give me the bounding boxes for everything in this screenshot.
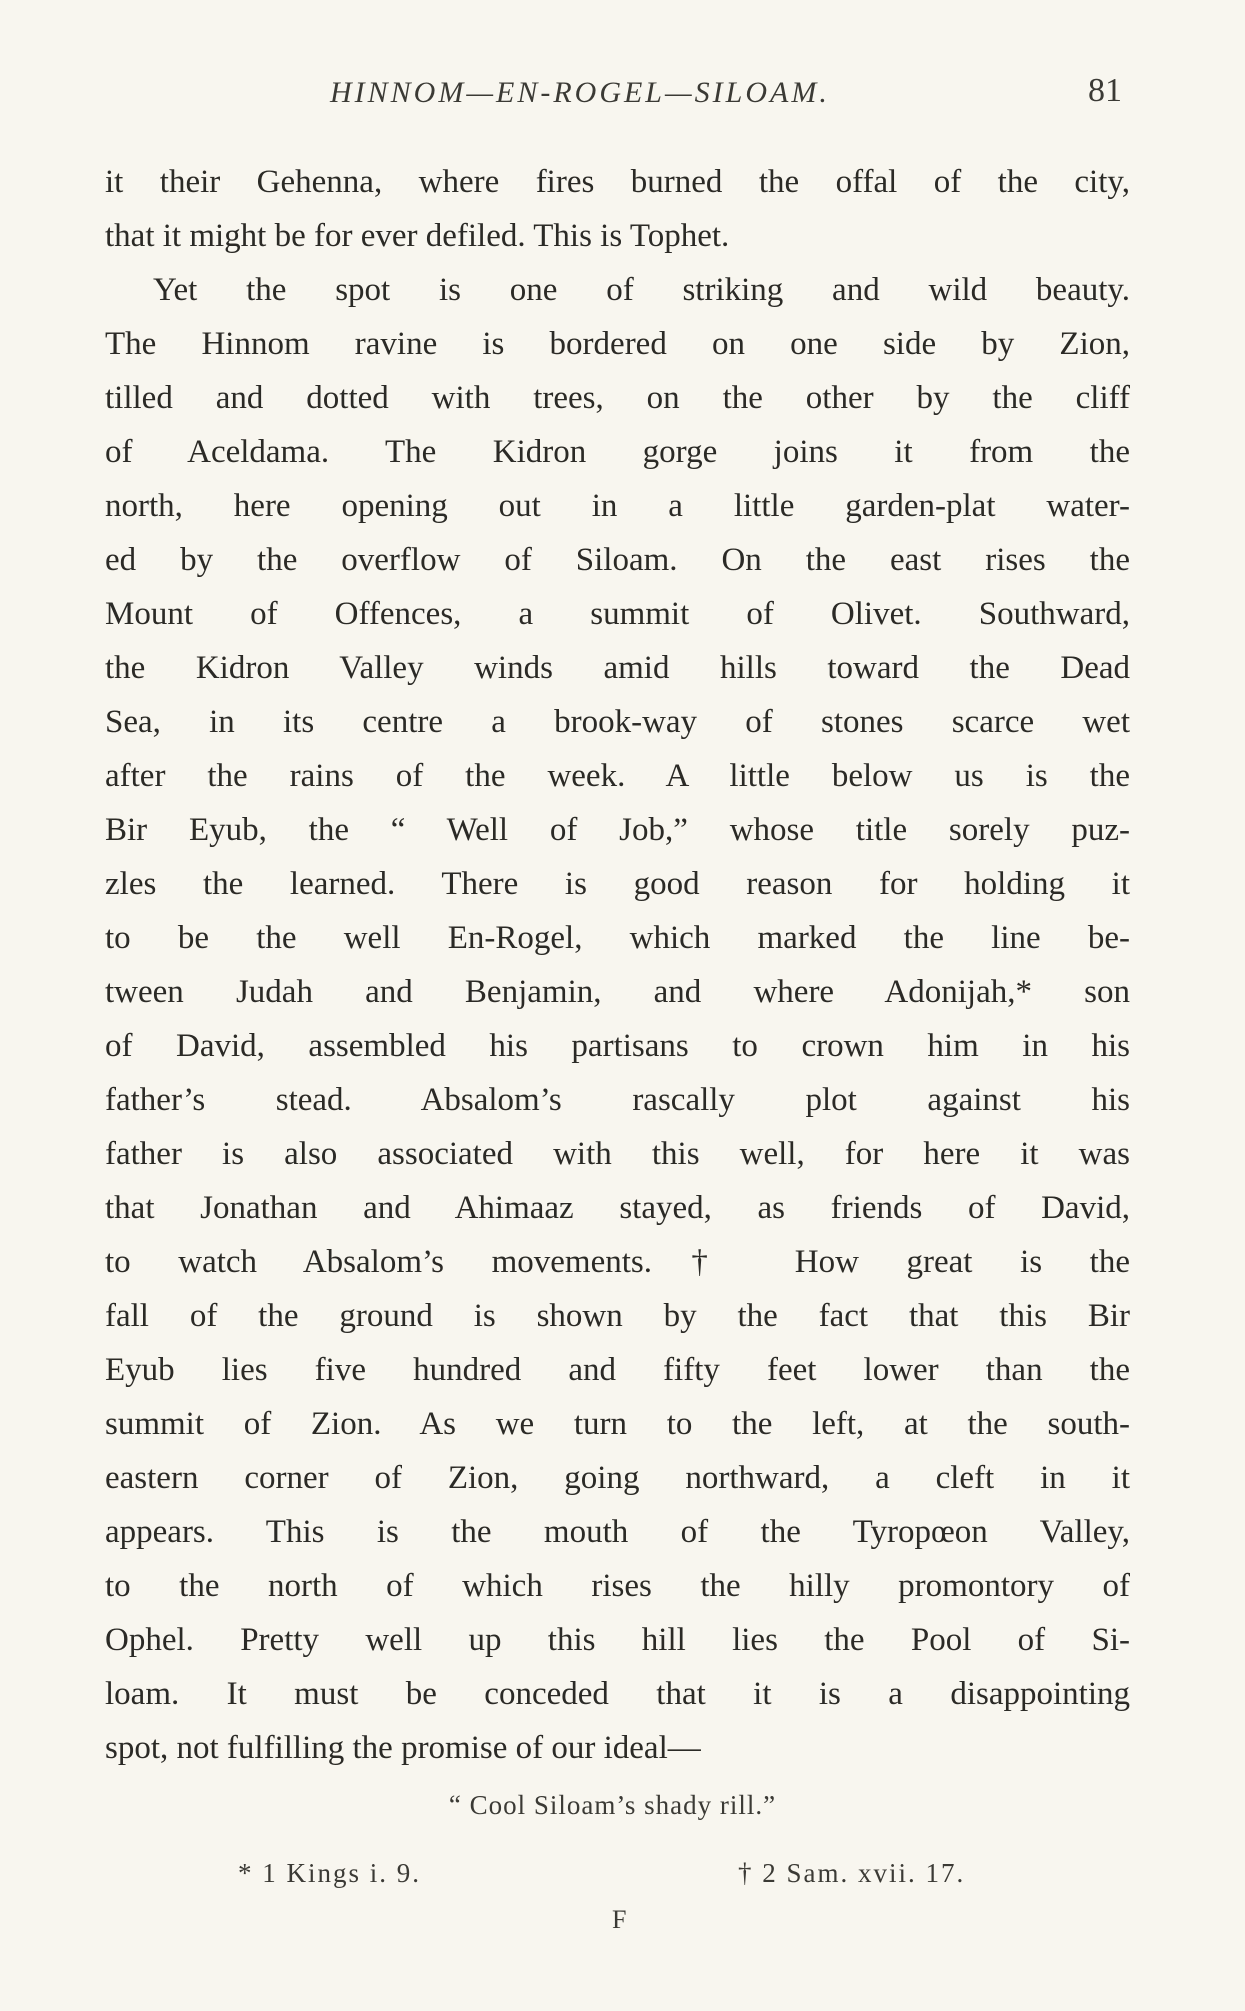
footnote: * 1 Kings i. 9. [238,1858,422,1888]
text-line: appears. This is the mouth of the Tyropœon Valley, [105,1514,1130,1550]
text-line: Ophel. Pretty well up this hill lies the Pool of Si- [105,1622,1130,1658]
text-line: father’s stead. Absalom’s rascally plot against his [105,1082,1130,1118]
text-line: summit of Zion. As we turn to the left, at the south- [105,1406,1130,1442]
quotation [0,1790,1245,1821]
quotation-text: “ Cool Siloam’s shady rill.” [448,1790,777,1820]
text-line: that it might be for ever defiled. This is Tophet. [105,218,730,254]
running-title: HINNOM—EN-ROGEL—SILOAM. [330,76,830,109]
text-line: after the rains of the week. A little below us is the [105,758,1130,794]
text-line: tilled and dotted with trees, on the other by the cliff [105,380,1130,416]
text-line: it their Gehenna, where fires burned the offal of the city, [105,164,1130,200]
text-line: zles the learned. There is good reason for holding it [105,866,1130,902]
footnote: † 2 Sam. xvii. 17. [738,1858,966,1888]
text-line: The Hinnom ravine is bordered on one side by Zion, [105,326,1130,362]
text-line: Yet the spot is one of striking and wild beauty. [153,272,1130,308]
page-number: 81 [1088,72,1122,109]
text-line: tween Judah and Benjamin, and where Adonijah,* son [105,974,1130,1010]
text-line: that Jonathan and Ahimaaz stayed, as friends of David, [105,1190,1130,1226]
text-line: Mount of Offences, a summit of Olivet. Southward, [105,596,1130,632]
text-line: the Kidron Valley winds amid hills toward the Dead [105,650,1130,686]
text-line: Bir Eyub, the “ Well of Job,” whose title sorely puz- [105,812,1130,848]
text-line: spot, not fulfilling the promise of our ideal— [105,1730,701,1766]
text-line: north, here opening out in a little garden-plat water- [105,488,1130,524]
text-line: Eyub lies five hundred and fifty feet lower than the [105,1352,1130,1388]
text-line: of Aceldama. The Kidron gorge joins it from the [105,434,1130,470]
text-line: fall of the ground is shown by the fact that this Bir [105,1298,1130,1334]
text-line: to be the well En-Rogel, which marked the line be- [105,920,1130,956]
text-line: of David, assembled his partisans to crown him in his [105,1028,1130,1064]
text-line: Sea, in its centre a brook-way of stones scarce wet [105,704,1130,740]
text-line: to the north of which rises the hilly promontory of [105,1568,1130,1604]
text-line: to watch Absalom’s movements.† How great is the [105,1244,1130,1280]
text-line: eastern corner of Zion, going northward, a cleft in it [105,1460,1130,1496]
text-line: ed by the overflow of Siloam. On the east rises the [105,542,1130,578]
signature-mark: F [612,1905,627,1934]
text-line: loam. It must be conceded that it is a disappointing [105,1676,1130,1712]
text-line: father is also associated with this well, for here it was [105,1136,1130,1172]
body-text [105,155,1130,1775]
